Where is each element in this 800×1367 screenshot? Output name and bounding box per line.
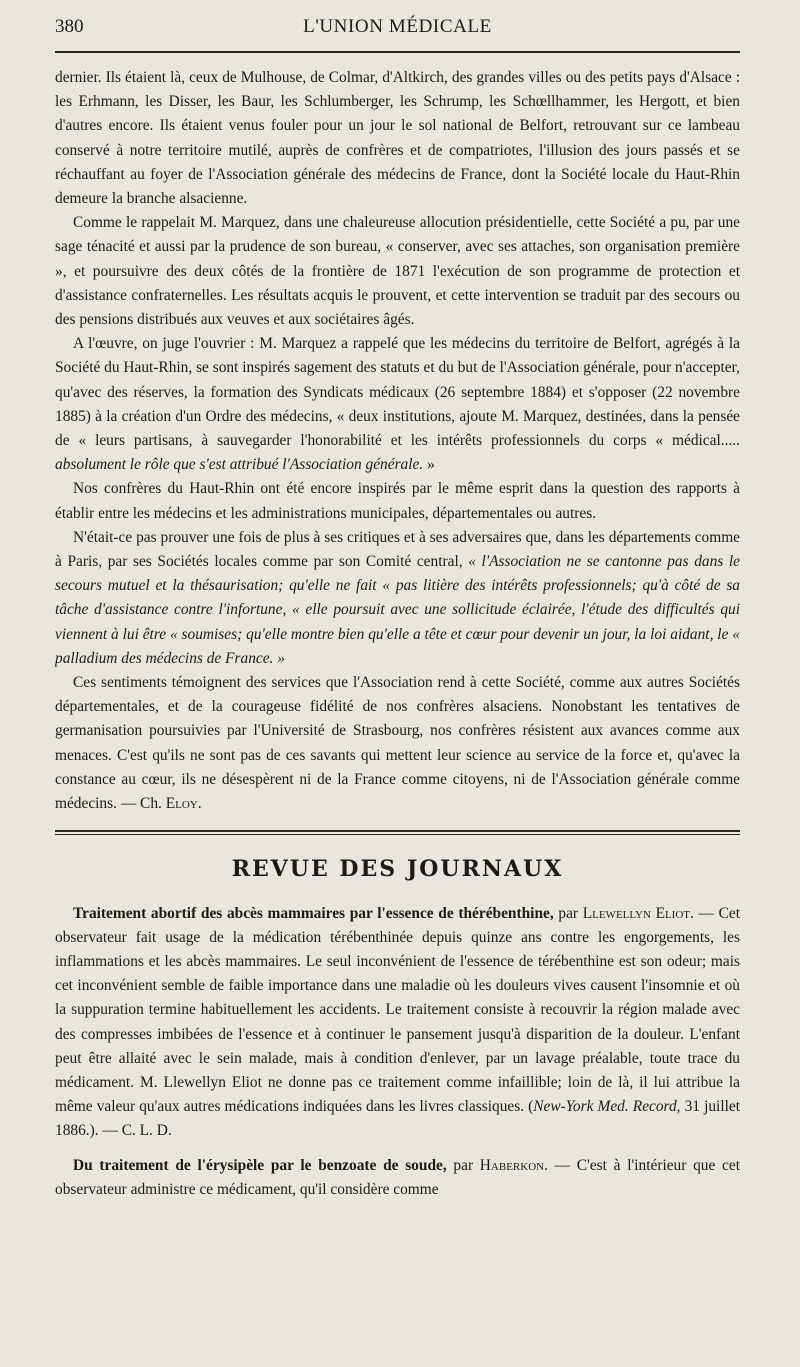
signature: Eloy [165, 795, 198, 813]
signature-period: . [197, 795, 202, 813]
article-body: . — C'est à l'intérieur que cet observateur administre ce médicament, qu'il considère comme [55, 1156, 740, 1198]
text-column [55, 66, 740, 1202]
article-tail: , 31 juillet 1886.). — C. L. D. [55, 1098, 740, 1140]
article-by: par [553, 904, 583, 922]
article-title: Traitement abortif des abcès mammaires par l'essence de thérébenthine, [73, 904, 554, 922]
paragraph [55, 671, 740, 816]
section-title: REVUE DES JOURNAUX [231, 856, 564, 883]
article-author: Haberkon [479, 1156, 545, 1174]
paragraph: dernier. Ils étaient là, ceux de Mulhouse, de Colmar, d'Altkirch, des grandes villes ou des petits pays d'Alsace : les Erhmann, les Disser, les Baur, les Schlumberger, les Schrump, les Schœllhammer, les Hergott, et bien d'autres encore. Ils étaient venus fouler pour un jour le sol national de Belfort, retrouvant sur ce lambeau conservé à notre territoire mutilé, auprès de confrères et de compatriotes, l'illusion des jours passés et se réchauffant au foyer de l'Association générale des médecins de France, dont la Société locale du Haut-Rhin demeure la branche alsacienne. [55, 69, 740, 208]
paragraph [55, 526, 740, 671]
article-source: New-York Med. Record [533, 1098, 677, 1116]
paragraph-text: Ces sentiments témoignent des services que l'Association rend à cette Société, comme aux autres Sociétés départementales, et de la courageuse fidélité de nos confrères alsaciens. Nonobstant les tentatives de germanisation poursuivies par l'Université de Strasbourg, nos confrères résistent aux avances comme aux menaces. C'est qu'ils ne sont pas de ces savants qui mettent leur science au service de la force et, qu'avec la constance au cœur, ils ne désespèrent ni de la France comme citoyens, ni de l'Association générale comme médecins. — Ch. [55, 674, 740, 813]
quote-close: » [423, 456, 435, 474]
section-divider [55, 830, 740, 835]
paragraph: Comme le rappelait M. Marquez, dans une chaleureuse allocution présidentielle, cette Société a pu, par une sage ténacité et aussi par la prudence de son bureau, « conserver, avec ses attaches, son organisation première », et poursuivre des deux côtés de la frontière de 1871 l'exécution de son programme de protection et d'assistance confraternelles. Les résultats acquis le prouvent, et cette intervention se traduit par des secours ou des pensions distribués aux veuves et aux sociétaires âgés. [55, 214, 740, 329]
italic-quote: « l'Association ne se cantonne pas dans le secours mutuel et la thésaurisation; qu'elle ne fait « pas litière des intérêts professionnels; qu'à côté de sa tâche d'assistance contre l'infortune, « elle poursuit avec une sollicitude éclairée, l'étude des difficultés qui viennent à lui être « soumises; qu'elle montre bien qu'elle a tête et cœur pour devenir un jour, la loi aidant, le « palladium des médecins de France. » [55, 553, 741, 667]
article [55, 902, 740, 1144]
header-rule [55, 51, 740, 53]
paragraph-text: N'était-ce pas prouver une fois de plus à ses critiques et à ses adversaires que, dans les départements comme à Paris, par ses Sociétés locales comme par son Comité central, [55, 528, 740, 571]
paragraph: Nos confrères du Haut-Rhin ont été encore inspirés par le même esprit dans la question des rapports à établir entre les médecins et les administrations municipales, départementales ou autres. [55, 480, 740, 522]
paragraph-text: A l'œuvre, on juge l'ouvrier : M. Marquez a rappelé que les médecins du territoire de Belfort, agrégés à la Société du Haut-Rhin, se sont inspirés sagement des statuts et du but de l'Association générale, pour n'accepter, qu'avec des réserves, la formation des Syndicats médicaux (26 septembre 1884) et s'opposer (22 novembre 1885) à la création d'un Ordre des médecins, « deux institutions, ajoute M. Marquez, destinées, dans la pensée de « leurs partisans, à sauvegarder l'honorabilité et les intérêts professionnels du corps « médical..... [55, 335, 740, 450]
journal-title: L'UNION MÉDICALE [303, 16, 492, 37]
article-title: Du traitement de l'érysipèle par le benzoate de soude, [73, 1156, 447, 1174]
article [55, 1154, 740, 1202]
article-gap [55, 1144, 740, 1154]
paragraph [55, 332, 740, 477]
page-number: 380 [55, 16, 84, 37]
running-header [55, 14, 740, 44]
article-author: Llewellyn Eliot [582, 904, 691, 922]
italic-quote: absolument le rôle que s'est attribué l'Association générale. [55, 456, 424, 474]
article-body: . — Cet observateur fait usage de la médication térébenthinée depuis quinze ans contre les engorgements, les inflammations et les abcès mammaires. Le seul inconvénient de l'essence de térébenthine est son odeur; mais cet inconvénient semble de faible importance dans une maladie où les douleurs vives causent l'insomnie et où la suppuration termine habituellement les accidents. Le traitement consiste à recouvrir la région malade avec des compresses imbibées de l'essence et à continuer le pansement jusqu'à disparition de la douleur. L'enfant peut être allaité avec le sein malade, mais à condition d'enlever, par un lavage préalable, toute trace du médicament. M. Llewellyn Eliot ne donne pas ce traitement comme infaillible; loin de là, il lui attribue la même valeur qu'aux autres médications indiquées dans les livres classiques. ( [55, 904, 740, 1116]
article-by: par [446, 1156, 480, 1174]
